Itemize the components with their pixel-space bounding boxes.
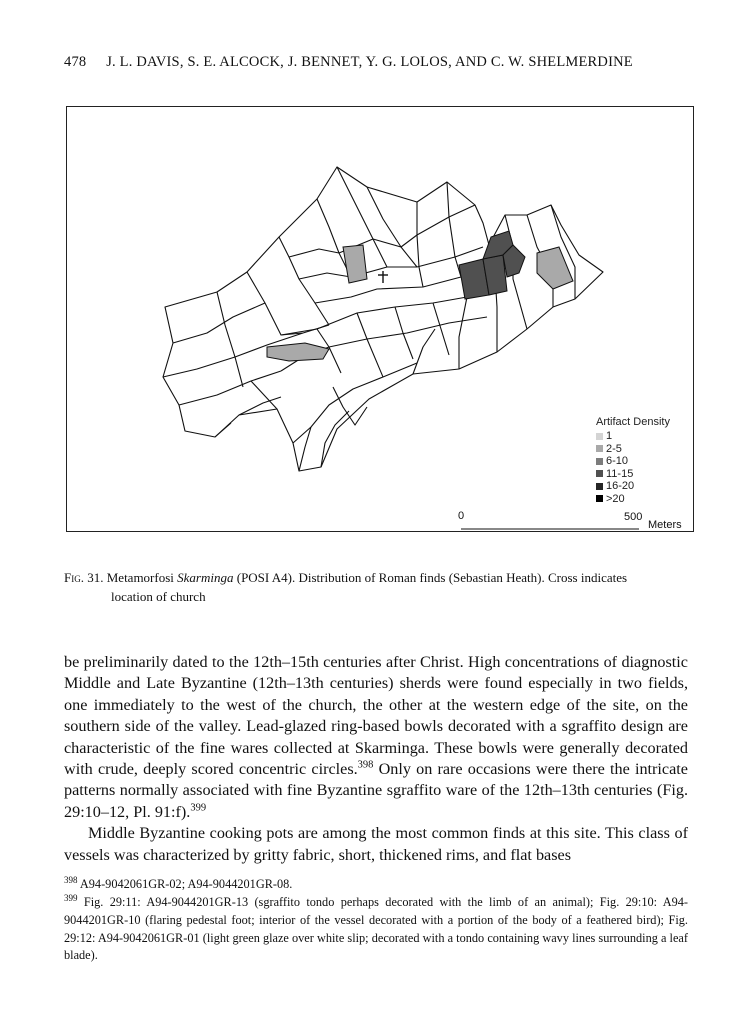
body-text: [64, 652, 688, 866]
legend-item: [596, 455, 670, 468]
figure-caption: [64, 568, 704, 606]
legend-item: [596, 430, 670, 443]
legend-title: Artifact Density: [596, 416, 670, 428]
paragraph-text: be preliminarily dated to the 12th–15th centuries after Christ. High concentrations of diagnostic Middle and Late Byzantine (12th–13th centuries) sherds were found especially in two fields, one immediately to the west of the church, the other at the western edge of the site, on the southern side of the valley. Lead-glazed ring-based bowls decorated with a sgraffito design are characteristic of the fine wares collected at Skarminga. These bowls were generally decorated with crude, deeply scored concentric circles.: [64, 653, 688, 779]
caption-line-2: location of church: [111, 589, 206, 604]
footnote-text: Fig. 29:11: A94-9044201GR-13 (sgraffito tondo perhaps decorated with the limb of an animal); Fig. 29:10: A94-9044201GR-10 (flaring pedestal foot; interior of the vessel decorated with a portion of the body of a feathered bird); Fig. 29:12: A94-9042061GR-01 (light green glaze over white slip; decorated with a tondo containing wavy lines surrounding a leaf blade).: [64, 895, 688, 963]
legend-label: 2-5: [606, 442, 622, 455]
legend-item: [596, 480, 670, 493]
legend-item: [596, 443, 670, 456]
legend-swatch: [596, 433, 603, 440]
footnote-ref[interactable]: 398: [357, 759, 374, 771]
field-density-2-5: [343, 245, 367, 283]
legend-label: 16-20: [606, 480, 635, 493]
field-density-2-5: [537, 247, 573, 289]
legend: [596, 416, 670, 505]
legend-swatch: [596, 445, 603, 452]
legend-swatch: [596, 495, 603, 502]
scale-end-label: 500: [624, 511, 643, 523]
legend-label: >20: [606, 492, 625, 505]
legend-item: [596, 493, 670, 506]
footnote-number: 398: [64, 874, 78, 885]
scale-unit-label: Meters: [648, 519, 682, 531]
legend-label: 1: [606, 430, 613, 443]
field-density-2-5: [267, 343, 329, 361]
legend-swatch: [596, 458, 603, 465]
legend-swatch: [596, 483, 603, 490]
legend-label: 6-10: [606, 455, 629, 468]
figure-label: Fig. 31.: [64, 570, 104, 585]
scale-start-label: 0: [458, 510, 465, 522]
footnote-ref[interactable]: 399: [190, 802, 207, 814]
footnote-text: A94-9042061GR-02; A94-9044201GR-08.: [79, 877, 293, 891]
paragraph-text: Only on rare occasions were there the intricate patterns normally associated with fine Byzantine sgraffito ware of the 12th–13th centuries (Fig. 29:10–12, Pl. 91:f).: [64, 760, 688, 821]
caption-site: Metamorfosi: [106, 570, 174, 585]
footnote-398: [64, 876, 688, 894]
footnote-399: [64, 894, 688, 965]
page-number: 478: [64, 54, 87, 70]
running-header: [64, 54, 704, 71]
author-line: J. L. DAVIS, S. E. ALCOCK, J. BENNET, Y. G. LOLOS, AND C. W. SHELMERDINE: [106, 54, 633, 70]
legend-swatch: [596, 470, 603, 477]
paragraph: [64, 652, 688, 823]
footnote-number: 399: [64, 892, 78, 903]
legend-item: [596, 468, 670, 481]
paragraph: Middle Byzantine cooking pots are among the most common finds at this site. This class of vessels was characterized by gritty fabric, short, thickened rims, and flat bases: [64, 824, 688, 864]
caption-text: (POSI A4). Distribution of Roman finds (Sebastian Heath). Cross indicates: [236, 570, 628, 585]
legend-label: 11-15: [606, 467, 634, 480]
caption-site-name: Skarminga: [177, 570, 234, 585]
church-cross-icon: [378, 271, 388, 283]
